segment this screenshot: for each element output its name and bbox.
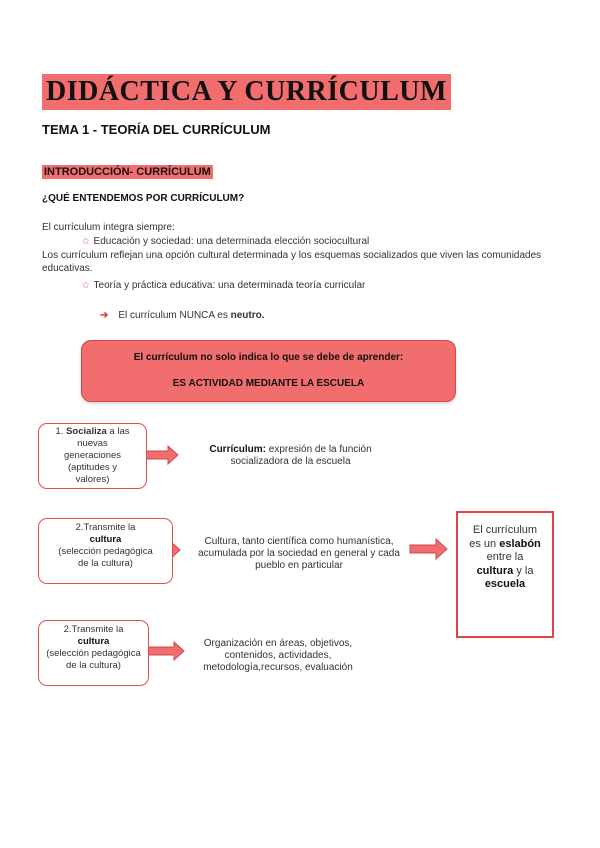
- body-paragraph: Los currículum reflejan una opción cultural determinada y los esquemas socializados que viven las comunidades educativas.: [42, 250, 542, 274]
- neutro-bold: neutro.: [230, 310, 265, 321]
- summary-b2: cultura: [476, 564, 514, 577]
- box1-rest1: a las: [109, 426, 130, 437]
- box3-line1: 2.Transmite la: [63, 624, 124, 635]
- neutro-prefix: El currículum NUNCA es: [118, 310, 228, 321]
- topic-heading: TEMA 1 - TEORÍA DEL CURRÍCULUM: [42, 122, 271, 137]
- desc1-bold: Currículum:: [209, 444, 267, 455]
- box1-rest2: nuevas generaciones: [63, 438, 122, 461]
- transmite-box-1: [38, 518, 173, 584]
- summary-b1: eslabón: [499, 537, 541, 550]
- box1-bold: Socializa: [66, 426, 107, 437]
- box2-bold: cultura: [89, 534, 122, 545]
- question-heading: ¿QUÉ ENTENDEMOS POR CURRÍCULUM?: [42, 193, 245, 204]
- section-heading: INTRODUCCIÓN- CURRÍCULUM: [44, 166, 211, 178]
- star-bullet-icon: ✩: [82, 236, 90, 246]
- callout-line-2: ES ACTIVIDAD MEDIANTE LA ESCUELA: [172, 378, 365, 389]
- summary-b3: escuela: [484, 578, 526, 590]
- desc1-rest: expresión de la función socializadora de la escuela: [230, 444, 372, 467]
- arrow-bullet-icon: ➔: [100, 310, 109, 321]
- box2-line1: 2.Transmite la: [75, 522, 136, 533]
- summary-t3: y la: [516, 564, 534, 577]
- bullet-1-text: Educación y sociedad: una determinada elección sociocultural: [93, 236, 370, 247]
- box3-rest: (selección pedagógica de la cultura): [46, 648, 141, 671]
- box2-rest: (selección pedagógica de la cultura): [58, 546, 153, 569]
- arrow-4: [145, 642, 184, 660]
- bullet-2-text: Teoría y práctica educativa: una determinada teoría curricular: [93, 280, 366, 291]
- desc-1: [188, 444, 393, 468]
- document-title: DIDÁCTICA Y CURRÍCULUM: [42, 74, 451, 110]
- intro-line: El currículum integra siempre:: [42, 222, 175, 233]
- desc-2: Cultura, tanto científica como humanística, acumulada por la sociedad en general y cada pueblo en particular: [198, 536, 400, 571]
- summary-t1: El currículum es un: [469, 524, 538, 550]
- desc-3: Organización en áreas, objetivos, contenidos, actividades, metodología,recursos, evaluación: [203, 638, 353, 673]
- summary-box: [456, 511, 554, 638]
- box1-rest3: (aptitudes y valores): [67, 462, 118, 485]
- transmite-box-2: [38, 620, 149, 686]
- box3-bold: cultura: [77, 636, 110, 647]
- star-bullet-icon: ✩: [82, 280, 90, 290]
- box1-num: 1.: [55, 426, 64, 437]
- socializa-box: [38, 423, 147, 489]
- arrow-3: [410, 539, 447, 559]
- summary-t2: entre la: [486, 551, 524, 563]
- callout-line-1: El currículum no solo indica lo que se debe de aprender:: [133, 352, 404, 363]
